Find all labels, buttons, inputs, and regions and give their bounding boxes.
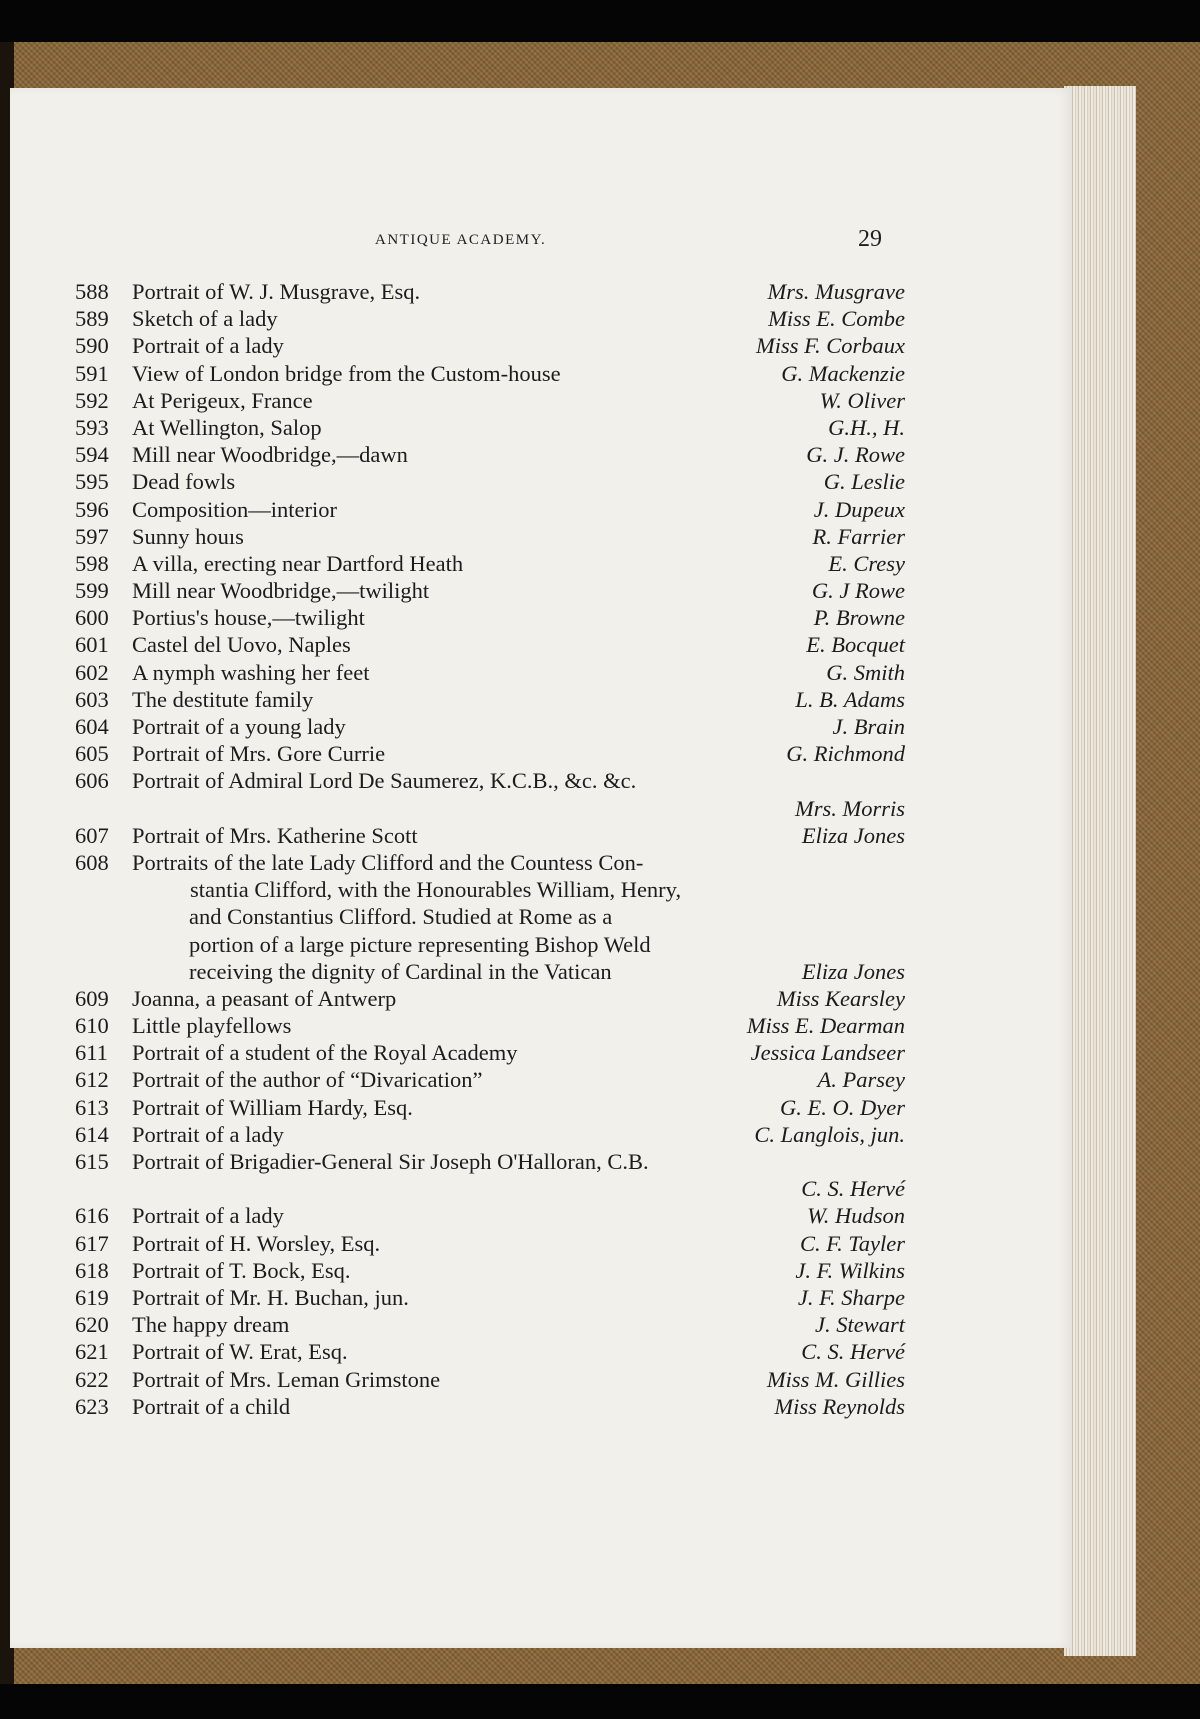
entry-title: The destitute family	[132, 686, 314, 712]
entry-line	[75, 740, 905, 767]
entry-line	[75, 1121, 905, 1148]
entry-title: Portrait of W. Erat, Esq.	[132, 1339, 348, 1365]
entry-number: 611	[75, 1040, 108, 1066]
entry-title: Portrait of a lady	[132, 1203, 284, 1229]
entry-line	[75, 849, 905, 876]
entry-title: Portrait of a student of the Royal Academy	[132, 1040, 518, 1066]
catalog-entry	[75, 550, 905, 577]
catalog-entry	[75, 713, 905, 740]
entry-title: Mill near Woodbridge,—dawn	[132, 442, 408, 468]
entry-artist: C. S. Hervé	[801, 1339, 905, 1365]
entry-artist-line	[75, 795, 905, 822]
entry-number: 603	[75, 686, 109, 712]
entry-line	[75, 767, 905, 794]
entry-line	[75, 1094, 905, 1121]
entry-artist: G. Mackenzie	[781, 360, 905, 386]
entry-artist: Eliza Jones	[801, 822, 905, 848]
catalog-entry	[75, 1311, 905, 1338]
entry-artist: E. Bocquet	[806, 632, 905, 658]
entry-line	[75, 523, 905, 550]
entry-artist: Mrs. Morris	[794, 795, 905, 821]
entry-artist: Miss F. Corbaux	[756, 333, 905, 359]
entry-line	[75, 1366, 905, 1393]
catalog-entry	[75, 1094, 905, 1121]
entry-number: 619	[75, 1284, 109, 1310]
entry-number: 621	[75, 1339, 109, 1365]
catalog-entry	[75, 1338, 905, 1365]
entry-line	[75, 1257, 905, 1284]
catalog-entry	[75, 604, 905, 631]
entry-line	[75, 360, 905, 387]
entry-artist: C. Langlois, jun.	[754, 1121, 905, 1147]
entry-number: 618	[75, 1257, 109, 1283]
entry-title: Portrait of T. Bock, Esq.	[132, 1257, 351, 1283]
entry-number: 610	[75, 1013, 109, 1039]
entry-number: 612	[75, 1067, 109, 1093]
entry-continuation-line	[75, 958, 905, 985]
entry-artist: Miss Kearsley	[776, 985, 905, 1011]
entry-artist: J. F. Sharpe	[797, 1284, 905, 1310]
catalog-entry	[75, 1121, 905, 1148]
entry-title: Portrait of Mrs. Katherine Scott	[132, 822, 418, 848]
entry-title: Sunny houıs	[132, 523, 244, 549]
entry-title: Portrait of Brigadier-General Sir Joseph O'Halloran, C.B.	[132, 1149, 649, 1174]
page-number: 29	[858, 226, 882, 252]
entry-number: 620	[75, 1312, 109, 1338]
catalog-entry	[75, 523, 905, 550]
entry-artist: G. J. Rowe	[806, 442, 905, 468]
entry-number: 598	[75, 550, 109, 576]
entry-artist: G. Richmond	[786, 741, 905, 767]
entry-artist: J. Brain	[832, 714, 905, 739]
entry-line	[75, 1393, 905, 1420]
entry-number: 609	[75, 985, 109, 1011]
catalog-entry	[75, 360, 905, 387]
entry-line	[75, 985, 905, 1012]
entry-continuation-line	[75, 876, 905, 903]
entry-title: Mill near Woodbridge,—twilight	[132, 578, 430, 604]
entry-line	[75, 822, 905, 849]
entry-title: Portrait of Mrs. Leman Grimstone	[132, 1366, 441, 1392]
entry-title: Portius's house,—twilight	[132, 605, 365, 631]
entry-line	[75, 1066, 905, 1093]
entry-number: 601	[75, 632, 109, 658]
entry-title: Castel del Uovo, Naples	[132, 632, 351, 658]
entry-title: View of London bridge from the Custom-house	[132, 360, 561, 386]
entry-title: Portrait of a child	[132, 1393, 291, 1419]
entry-artist: G. Smith	[826, 659, 905, 685]
catalog-entry	[75, 332, 905, 359]
entry-artist: Miss Reynolds	[774, 1393, 905, 1419]
catalog-entry	[75, 822, 905, 849]
entry-line	[75, 441, 905, 468]
entry-number: 590	[75, 333, 109, 359]
catalog-entry	[75, 985, 905, 1012]
entry-title: Portrait of the author of “Divarication”	[132, 1067, 483, 1093]
entry-title: Sketch of a lady	[132, 306, 278, 332]
entry-continuation-line	[75, 903, 905, 930]
entry-title: At Wellington, Salop	[132, 414, 322, 440]
entry-continuation-text: stantia Clifford, with the Honourables William, Henry,	[190, 877, 682, 903]
entry-artist: C. S. Hervé	[801, 1176, 905, 1202]
entry-line	[75, 496, 905, 523]
catalog-entry	[75, 686, 905, 713]
entry-artist: P. Browne	[813, 605, 905, 631]
entry-number: 607	[75, 822, 109, 848]
page-header	[0, 226, 1200, 256]
entry-title: Portrait of a lady	[132, 333, 284, 359]
entry-title: Portrait of Mr. H. Buchan, jun.	[132, 1284, 409, 1310]
entry-number: 602	[75, 659, 109, 685]
entry-line	[75, 332, 905, 359]
entry-line	[75, 604, 905, 631]
entry-artist: E. Cresy	[828, 550, 905, 576]
entry-line	[75, 631, 905, 658]
entry-number: 623	[75, 1393, 109, 1419]
entry-number: 606	[75, 768, 109, 794]
catalog-entry	[75, 1012, 905, 1039]
catalog-entry	[75, 441, 905, 468]
entry-line	[75, 686, 905, 713]
entry-line	[75, 1311, 905, 1338]
entry-artist: Mrs. Musgrave	[767, 279, 905, 304]
entry-line	[75, 414, 905, 441]
entry-line	[75, 1202, 905, 1229]
entry-continuation-text: and Constantius Clifford. Studied at Rome as a	[189, 904, 613, 930]
catalog-entry	[75, 740, 905, 767]
entry-title: Portrait of Admiral Lord De Saumerez, K.C.B., &c. &c.	[132, 768, 637, 794]
entry-artist: G. Leslie	[823, 469, 905, 495]
catalog-entry	[75, 414, 905, 441]
entry-number: 617	[75, 1230, 109, 1256]
entry-number: 613	[75, 1094, 109, 1120]
entry-number: 622	[75, 1366, 109, 1392]
entry-number: 593	[75, 414, 109, 440]
entry-title: Portrait of a young lady	[132, 714, 346, 739]
entry-number: 608	[75, 849, 109, 875]
entry-number: 605	[75, 741, 109, 767]
entry-artist: Miss E. Combe	[768, 306, 905, 332]
entry-number: 588	[75, 279, 109, 304]
entry-line	[75, 1148, 905, 1175]
entry-line	[75, 550, 905, 577]
entry-artist: G. J Rowe	[811, 578, 905, 604]
entry-artist: W. Hudson	[807, 1203, 905, 1229]
entry-title: The happy dream	[132, 1312, 290, 1338]
entry-title: A nymph washing her feet	[132, 659, 370, 685]
catalog-entry	[75, 1202, 905, 1229]
entry-title: Portrait of H. Worsley, Esq.	[132, 1230, 381, 1256]
entry-artist: J. Stewart	[815, 1312, 905, 1338]
entry-artist: J. Dupeux	[813, 496, 905, 522]
entry-continuation-text: portion of a large picture representing Bishop Weld	[189, 931, 651, 957]
catalog-entry	[75, 1257, 905, 1284]
catalog-entry	[75, 278, 905, 305]
entry-line	[75, 713, 905, 740]
catalog-entry	[75, 767, 905, 821]
entry-number: 604	[75, 714, 109, 739]
catalog-entry	[75, 305, 905, 332]
entry-artist: Miss E. Dearman	[746, 1013, 905, 1039]
entry-line	[75, 1338, 905, 1365]
entry-number: 594	[75, 442, 109, 468]
catalog-entry	[75, 849, 905, 985]
catalog-entry	[75, 1039, 905, 1066]
entry-line	[75, 278, 905, 305]
entry-title: Portrait of Mrs. Gore Currie	[132, 741, 386, 767]
entry-line	[75, 1230, 905, 1257]
entry-artist: Miss M. Gillies	[766, 1366, 905, 1392]
entry-number: 616	[75, 1203, 109, 1229]
entry-artist: J. F. Wilkins	[795, 1257, 905, 1283]
entry-number: 591	[75, 360, 109, 386]
catalog-entry	[75, 387, 905, 414]
catalog-entry	[75, 631, 905, 658]
entry-artist: A. Parsey	[817, 1067, 905, 1093]
entry-number: 596	[75, 496, 109, 522]
entry-artist: R. Farrier	[812, 523, 905, 549]
entry-title: Joanna, a peasant of Antwerp	[132, 985, 397, 1011]
entry-line	[75, 305, 905, 332]
entry-line	[75, 577, 905, 604]
catalog-entry	[75, 577, 905, 604]
entry-number: 592	[75, 387, 109, 413]
catalog-entry	[75, 1230, 905, 1257]
entry-title: Portrait of a lady	[132, 1121, 284, 1147]
entry-title: Composition—interior	[132, 496, 337, 522]
catalog-entry	[75, 659, 905, 686]
entry-artist: Jessica Landseer	[750, 1040, 905, 1066]
running-head: ANTIQUE ACADEMY.	[375, 232, 547, 248]
entry-artist: G.H., H.	[828, 414, 905, 440]
entry-artist: Eliza Jones	[801, 958, 905, 984]
entry-number: 589	[75, 306, 109, 332]
entry-continuation-text: receiving the dignity of Cardinal in the Vatican	[189, 958, 612, 984]
entry-artist: L. B. Adams	[795, 686, 905, 712]
catalog-entry	[75, 1284, 905, 1311]
entry-number: 614	[75, 1121, 109, 1147]
entry-line	[75, 659, 905, 686]
entry-artist: W. Oliver	[819, 387, 905, 413]
entry-title: Dead fowls	[132, 469, 236, 495]
entry-number: 599	[75, 578, 109, 604]
page-stack-edge	[1064, 86, 1136, 1656]
catalog-list	[75, 278, 905, 1420]
entry-line	[75, 1284, 905, 1311]
entry-title: Portrait of W. J. Musgrave, Esq.	[132, 279, 421, 304]
entry-line	[75, 468, 905, 495]
entry-artist: C. F. Tayler	[799, 1230, 905, 1256]
entry-number: 595	[75, 469, 109, 495]
entry-continuation-line	[75, 931, 905, 958]
entry-line	[75, 1039, 905, 1066]
entry-number: 615	[75, 1149, 109, 1174]
entry-title: A villa, erecting near Dartford Heath	[132, 550, 464, 576]
catalog-entry	[75, 496, 905, 523]
entry-number: 597	[75, 523, 109, 549]
entry-line	[75, 387, 905, 414]
entry-number: 600	[75, 605, 109, 631]
entry-title: Portraits of the late Lady Clifford and the Countess Con-	[132, 849, 644, 875]
entry-title: At Perigeux, France	[132, 387, 313, 413]
catalog-entry	[75, 468, 905, 495]
catalog-entry	[75, 1148, 905, 1202]
entry-title: Little playfellows	[132, 1013, 292, 1039]
catalog-entry	[75, 1066, 905, 1093]
catalog-entry	[75, 1366, 905, 1393]
entry-line	[75, 1012, 905, 1039]
entry-artist-line	[75, 1175, 905, 1202]
entry-title: Portrait of William Hardy, Esq.	[132, 1094, 413, 1120]
catalog-entry	[75, 1393, 905, 1420]
entry-artist: G. E. O. Dyer	[780, 1094, 905, 1120]
